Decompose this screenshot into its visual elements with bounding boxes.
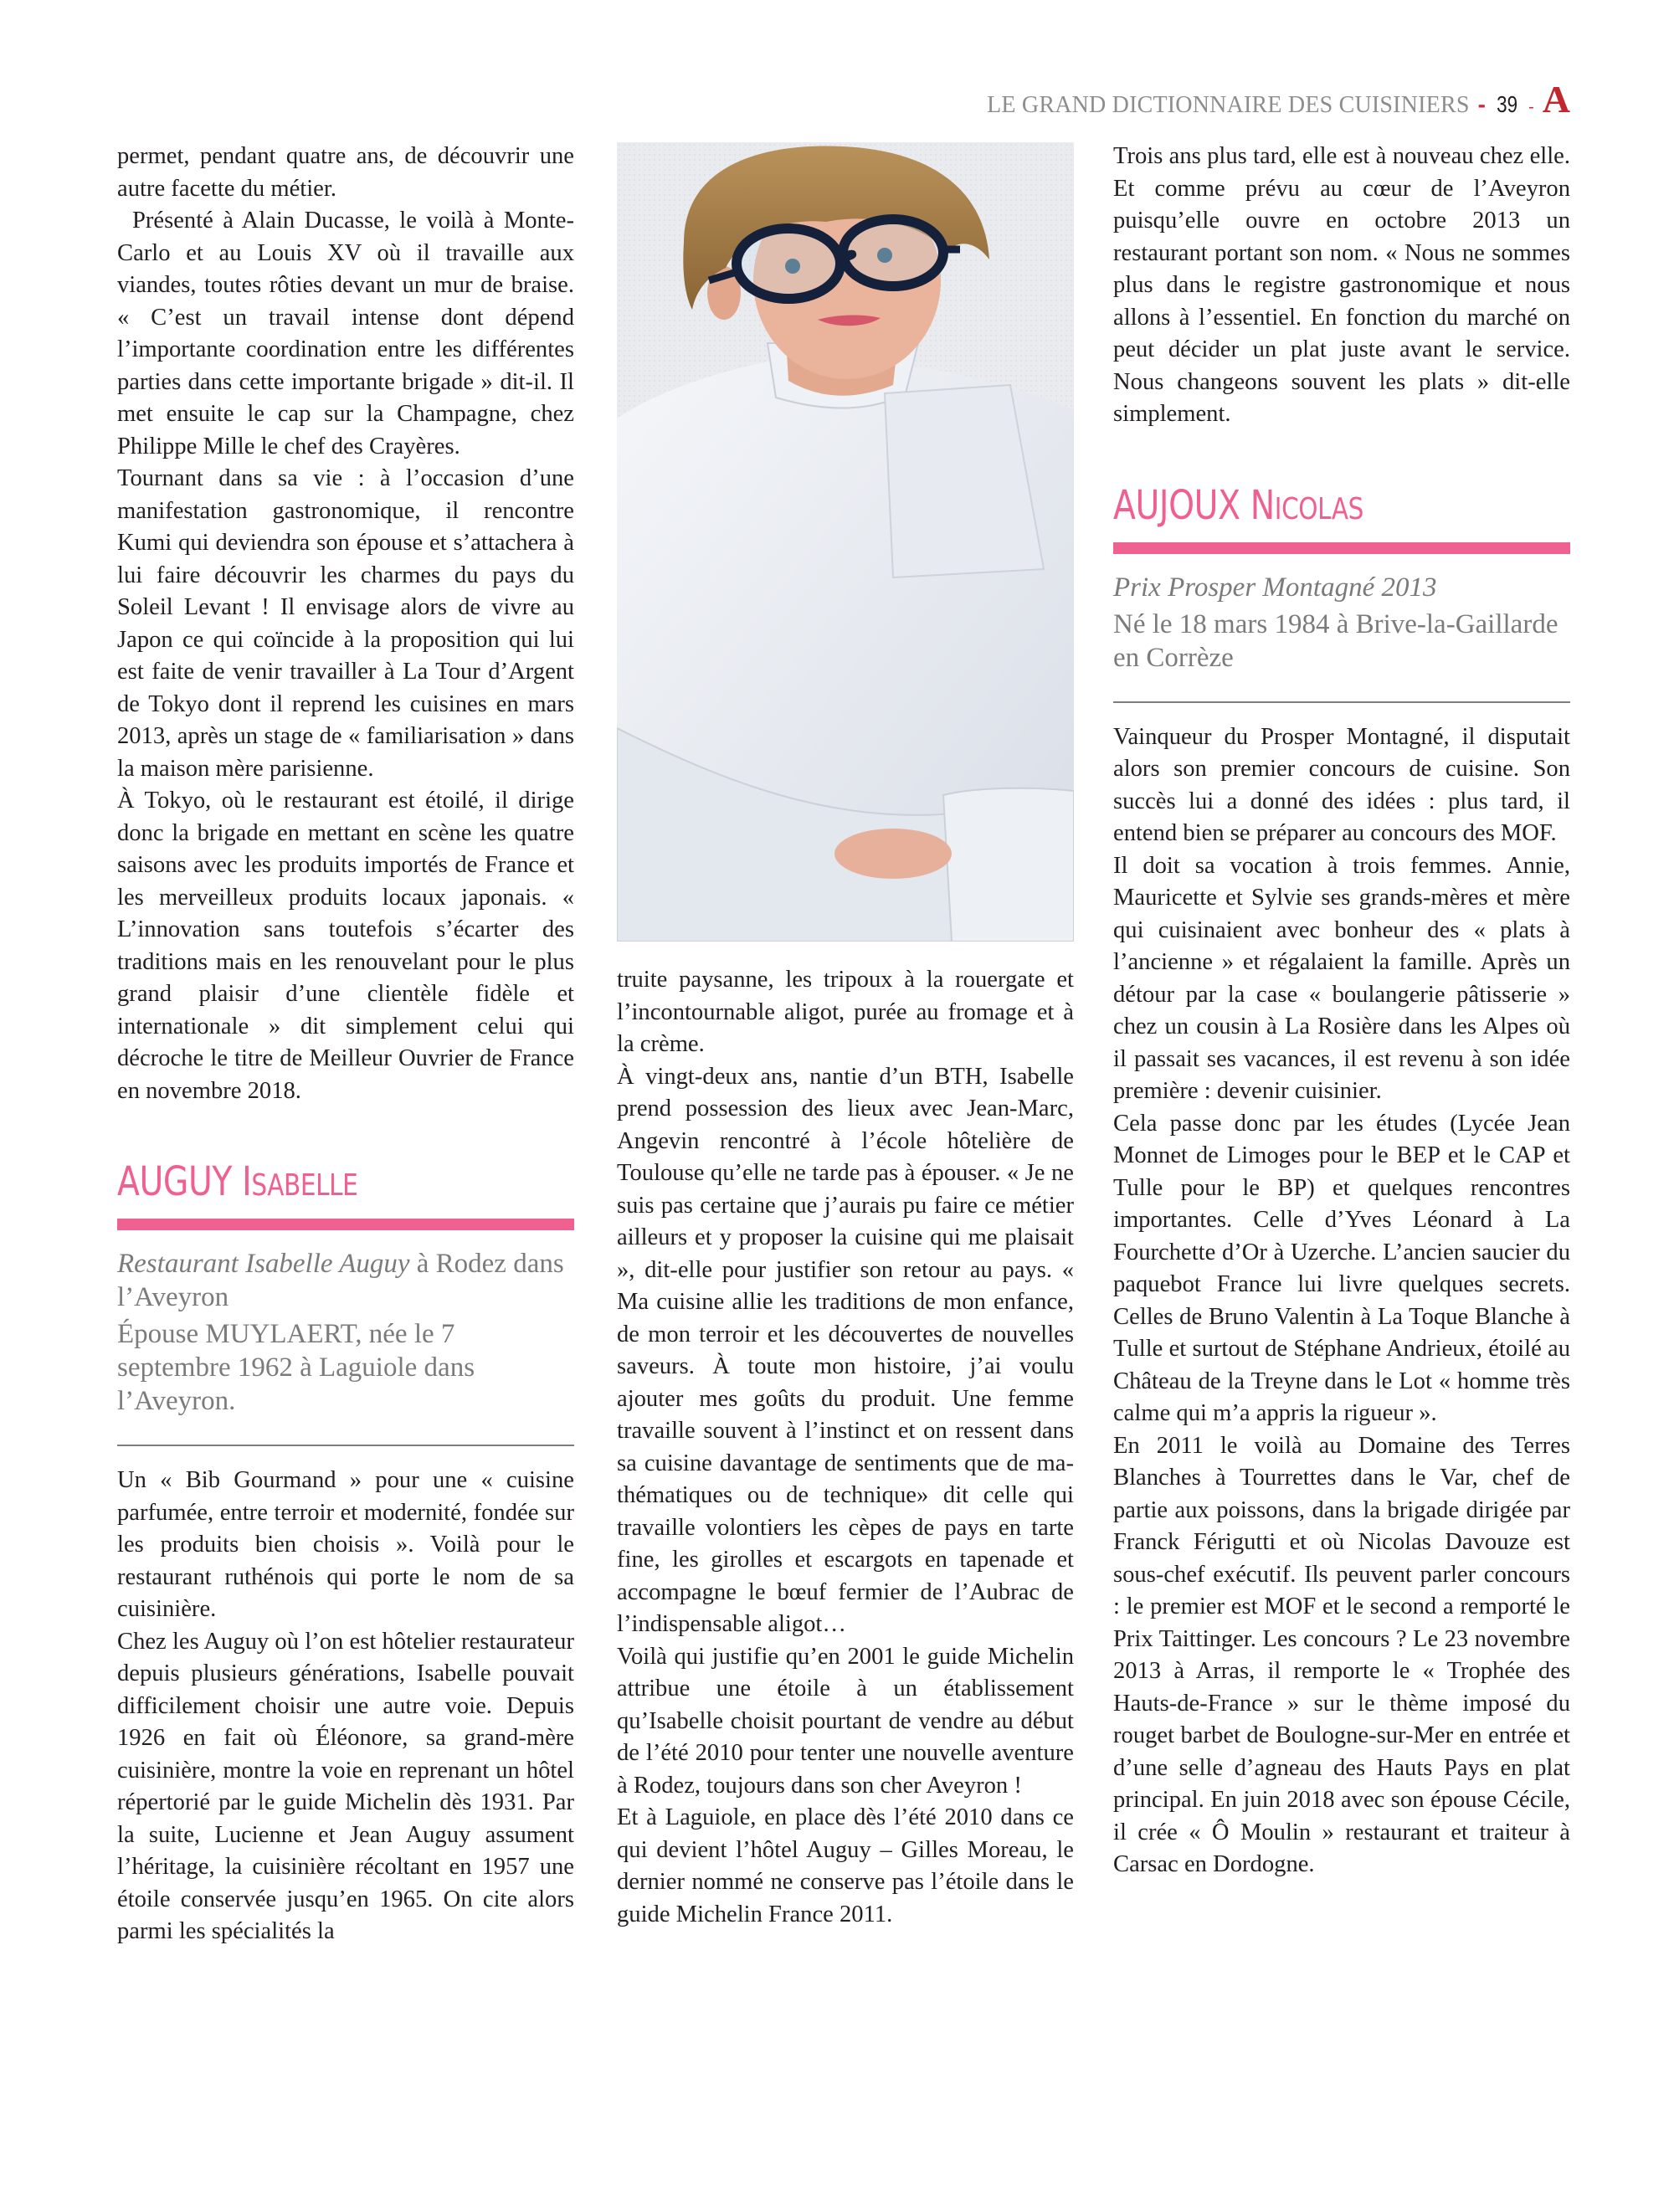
column-middle <box>617 964 1074 1931</box>
body-paragraph: Chez les Auguy où l’on est hôtelier restaurateur depuis plusieurs générations, Isabelle pouvait difficilement choisir une autre voie. Depuis 1926 en fait où Éléonore, sa grand-mère cuisinière, montre la voie en reprenant un hôtel répertorié par le guide Michelin dès 1931. Par la suite, Lucienne et Jean Auguy assument l’héritage, la cuisinière récoltant en 1957 une étoile conservée jusqu’en 1965. On cite alors parmi les spécialités la <box>117 1628 574 1944</box>
page-number-dash: - <box>1528 98 1534 116</box>
restaurant-name: Restaurant Isabelle Auguy <box>117 1249 410 1279</box>
entry-surname: AUJOUX <box>1113 481 1240 529</box>
entry-restaurant <box>117 1247 574 1314</box>
entry-header-auguy <box>117 1159 574 1446</box>
body-paragraph: Trois ans plus tard, elle est à nouveau chez elle. Et comme prévu au cœur de l’Aveyron puisqu’elle ouvre en octobre 2013 un restaurant portant son nom. « Nous ne sommes plus dans le registre gastronomique et nous allons à l’essentiel. En fonction du marché on peut décider un plat juste avant le service. Nous changeons souvent les plats » dit-elle simplement. <box>1113 143 1570 427</box>
body-paragraph: Cela passe donc par les études (Lycée Jean Monnet de Limoges pour le BEP et le CAP et Tulle pour le BP) et quelques rencontres importantes. Celle d’Yves Léonard à La Fourchette d’Or à Uzerche. L’ancien saucier du paquebot France lui livre quelques secrets. Celles de Bruno Valentin à La Toque Blanche à Tulle et surtout de Stéphane Andrieux, étoilé au Château de la Treyne dans le Lot « homme très calme qui m’a appris la rigueur ». <box>1113 1110 1570 1426</box>
award-name: Prix Prosper Montagné 2013 <box>1113 572 1437 603</box>
column-right <box>1113 141 1570 1881</box>
body-paragraph: À vingt-deux ans, nantie d’un BTH, Isabelle prend possession des lieux avec Jean-Marc, Angevin rencontré à l’école hôtelière de Toulouse qu’elle ne tarde pas à épouser. « Je ne suis pas certaine que j’aurais pu faire ce métier ailleurs et y proposer la cuisine qui me plaisait », dit-elle pour justifier son retour au pays. « Ma cuisine allie les traditions de mon enfance, de mon terroir et les découvertes de nouvelles saveurs. À toute mon histoire, j’ai voulu ajouter mes goûts du produit. Une femme travaille souvent à l’instinct et on ressent dans sa cuisine davantage de sentiments que de mathématiques ou de technique» dit celle qui travaille volontiers les cèpes de pays en tarte fine, les girolles et escargots en tapenade et accompagne le bœuf fermier de l’Aubrac de l’indispensable aligot… <box>617 1063 1074 1637</box>
grey-divider <box>117 1445 574 1446</box>
entry-birth: Épouse MUYLAERT, née le 7 septembre 1962 à Laguiole dans l’Aveyron. <box>117 1319 475 1416</box>
page-number: 39 <box>1497 91 1517 117</box>
body-paragraph: Un « Bib Gourmand » pour une « cuisine parfumée, entre terroir et modernité, fondée sur les produits bien choisis ». Voilà pour le restaurant ruthénois qui porte le nom de sa cuisinière. <box>117 1467 574 1622</box>
entry-firstname-initial: N <box>1250 481 1275 529</box>
entry-surname: AUGUY <box>117 1158 233 1205</box>
body-paragraph: Présenté à Alain Ducasse, le voilà à Monte-Carlo et au Louis XV où il travaille aux viandes, toutes rôties devant un mur de braise. « C’est un travail intense dont dépend l’importante coordination entre les différentes parties dans cette importante brigade » dit-il. Il met ensuite le cap sur la Champagne, chez Philippe Mille le chef des Crayères. <box>117 208 574 459</box>
entry-firstname-initial: I <box>242 1158 252 1205</box>
pink-divider <box>1113 542 1570 554</box>
body-paragraph: Voilà qui justifie qu’en 2001 le guide Michelin attribue une étoile à un établissement qu’Isabelle choisit pourtant de vendre au début de l’été 2010 pour tenter une nouvelle aventure à Rodez, toujours dans son cher Aveyron ! <box>617 1643 1074 1799</box>
body-paragraph: En 2011 le voilà au Domaine des Terres Blanches à Tourrettes dans le Var, chef de partie aux poissons, dans la brigade dirigée par Franck Férigutti et où Nicolas Davouze est sous-chef exécutif. Ils peuvent parler concours : le premier est MOF et le second a remporté le Prix Taittinger. Les concours ? Le 23 novembre 2013 à Arras, il remporte le « Trophée des Hauts-de-France » sur le thème imposé du rouget barbet de Boulogne-sur-Mer en entrée et d’une selle d’agneau des Hauts Pays en plat principal. En juin 2018 avec son épouse Cécile, il crée « Ô Moulin » restaurant et traiteur à Carsac en Dordogne. <box>1113 1432 1570 1877</box>
entry-header-aujoux <box>1113 483 1570 703</box>
page-number-dash: - <box>1477 91 1486 117</box>
entry-firstname-rest: SABELLE <box>251 1168 358 1203</box>
body-paragraph: permet, pendant quatre ans, de découvrir une autre facette du métier. <box>117 143 574 202</box>
grey-divider <box>1113 701 1570 703</box>
entry-name <box>1113 483 1488 532</box>
body-paragraph: Vainqueur du Prosper Montagné, il disputait alors son premier concours de cuisine. Son succès lui a donné des idées : plus tard, il entend bien se préparer au concours des MOF. <box>1113 723 1570 846</box>
portrait-photo <box>617 142 1074 942</box>
entry-firstname-rest: ICOLAS <box>1274 491 1363 526</box>
entry-award <box>1113 571 1570 604</box>
column-left <box>117 141 574 1948</box>
pink-divider <box>117 1219 574 1230</box>
running-head <box>987 80 1570 119</box>
body-paragraph: Tournant dans sa vie : à l’occasion d’une manifestation gastronomique, il rencontre Kumi qui deviendra son épouse et s’attachera à lui faire découvrir les charmes du pays du Soleil Levant ! Il envisage alors de vivre au Japon ce qui coïncide à la proposition qui lui est faite de venir travailler à La Tour d’Argent de Tokyo dont il reprend les cuisines en mars 2013, après un stage de « familiarisation » dans la maison mère parisienne. <box>117 465 574 782</box>
body-paragraph: Et à Laguiole, en place dès l’été 2010 dans ce qui devient l’hôtel Auguy – Gilles Moreau, le dernier nommé ne conserve pas l’étoile dans le guide Michelin France 2011. <box>617 1804 1074 1927</box>
portrait-illustration-icon <box>617 142 1074 942</box>
body-paragraph: À Tokyo, où le restaurant est étoilé, il dirige donc la brigade en mettant en scène les quatre saisons avec les produits importés de France et les merveilleux produits locaux japonais. « L’innovation sans toutefois s’écarter des traditions mais en les renouvelant pour le plus grand plaisir d’une clientèle fidèle et internationale » dit simplement celui qui décroche le titre de Meilleur Ouvrier de France en novembre 2018. <box>117 788 574 1104</box>
body-paragraph: truite paysanne, les tripoux à la rouergate et l’incontournable aligot, purée au fromage et à la crème. <box>617 967 1074 1057</box>
restaurant-location: à Rodez dans l’Aveyron <box>117 1249 564 1312</box>
publication-title: LE GRAND DICTIONNAIRE DES CUISINIERS <box>987 92 1470 118</box>
section-letter: A <box>1542 78 1570 121</box>
entry-birth: Né le 18 mars 1984 à Brive-la-Gaillarde en Corrèze <box>1113 608 1558 673</box>
body-paragraph: Il doit sa vocation à trois femmes. Annie, Mauricette et Sylvie ses grands-mères et mère qui cuisinaient avec bonheur des « plats à l’ancienne » et régalaient la famille. Après un détour par la case « boulangerie pâtisserie » chez un cousin à La Rosière dans les Alpes où il passait ses vacances, il est revenu à son idée première : devenir cuisinier. <box>1113 852 1570 1104</box>
entry-name <box>117 1159 492 1209</box>
